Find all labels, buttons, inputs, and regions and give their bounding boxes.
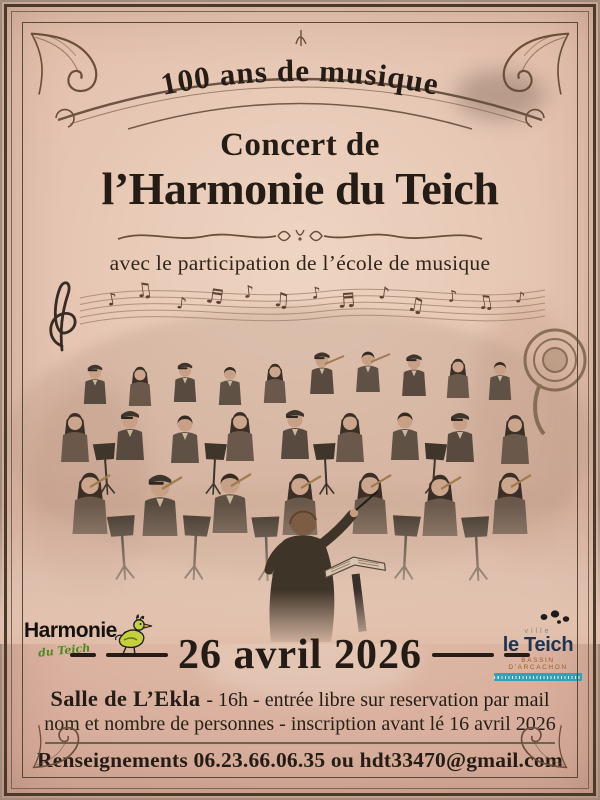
orchestra-illustration bbox=[0, 272, 600, 644]
svg-text:♬: ♬ bbox=[336, 287, 357, 313]
svg-text:♪: ♪ bbox=[446, 286, 459, 306]
title-line2: l’Harmonie du Teich bbox=[101, 163, 499, 214]
event-date: 26 avril 2026 bbox=[178, 632, 422, 678]
date-dash-right bbox=[432, 653, 494, 657]
contact-line: Renseignements 06.23.66.06.35 ou hdt33470@gmail.com bbox=[37, 748, 563, 772]
leteich-banner bbox=[494, 673, 582, 681]
svg-text:♫: ♫ bbox=[475, 290, 496, 315]
leteich-logo bbox=[490, 612, 586, 680]
svg-text:♫: ♫ bbox=[133, 276, 155, 303]
svg-text:♪: ♪ bbox=[104, 289, 120, 311]
subtitle: avec le participation de l’école de musique bbox=[109, 251, 491, 275]
svg-text:♪: ♪ bbox=[175, 293, 188, 314]
leteich-subtitle: BASSIN D’ARCACHON bbox=[508, 657, 568, 671]
svg-text:♪: ♪ bbox=[242, 281, 256, 303]
footer-divider bbox=[45, 742, 555, 744]
venue-details: - 16h - entrée libre sur reservation par mail bbox=[206, 689, 550, 711]
reservation-line: nom et nombre de personnes - inscription avant lé 16 avril 2026 bbox=[44, 713, 556, 735]
banner-text: 100 ans de musique bbox=[157, 52, 443, 102]
ornament-divider bbox=[110, 225, 490, 247]
leteich-dots-icon bbox=[532, 610, 576, 626]
treble-clef-icon bbox=[51, 283, 75, 350]
svg-text:♫: ♫ bbox=[405, 291, 427, 319]
header-arc bbox=[0, 24, 600, 136]
svg-text:♪: ♪ bbox=[309, 282, 323, 303]
svg-text:♪: ♪ bbox=[514, 288, 526, 307]
harmonie-logo-name: Harmonie bbox=[24, 619, 117, 642]
venue-line bbox=[0, 686, 600, 712]
venue-name: Salle de L’Ekla bbox=[50, 686, 201, 711]
harmonie-logo bbox=[24, 620, 154, 682]
svg-text:♬: ♬ bbox=[204, 283, 226, 310]
svg-text:♫: ♫ bbox=[271, 287, 292, 313]
leteich-name: le Teich bbox=[502, 634, 574, 656]
svg-text:♪: ♪ bbox=[377, 283, 391, 305]
title-line1: Concert de bbox=[220, 127, 380, 163]
crest-ornament bbox=[296, 30, 306, 46]
harmonie-logo-subname: du Teich bbox=[37, 641, 91, 660]
leteich-ville: ville bbox=[524, 628, 552, 635]
bird-mascot-icon bbox=[110, 614, 156, 658]
